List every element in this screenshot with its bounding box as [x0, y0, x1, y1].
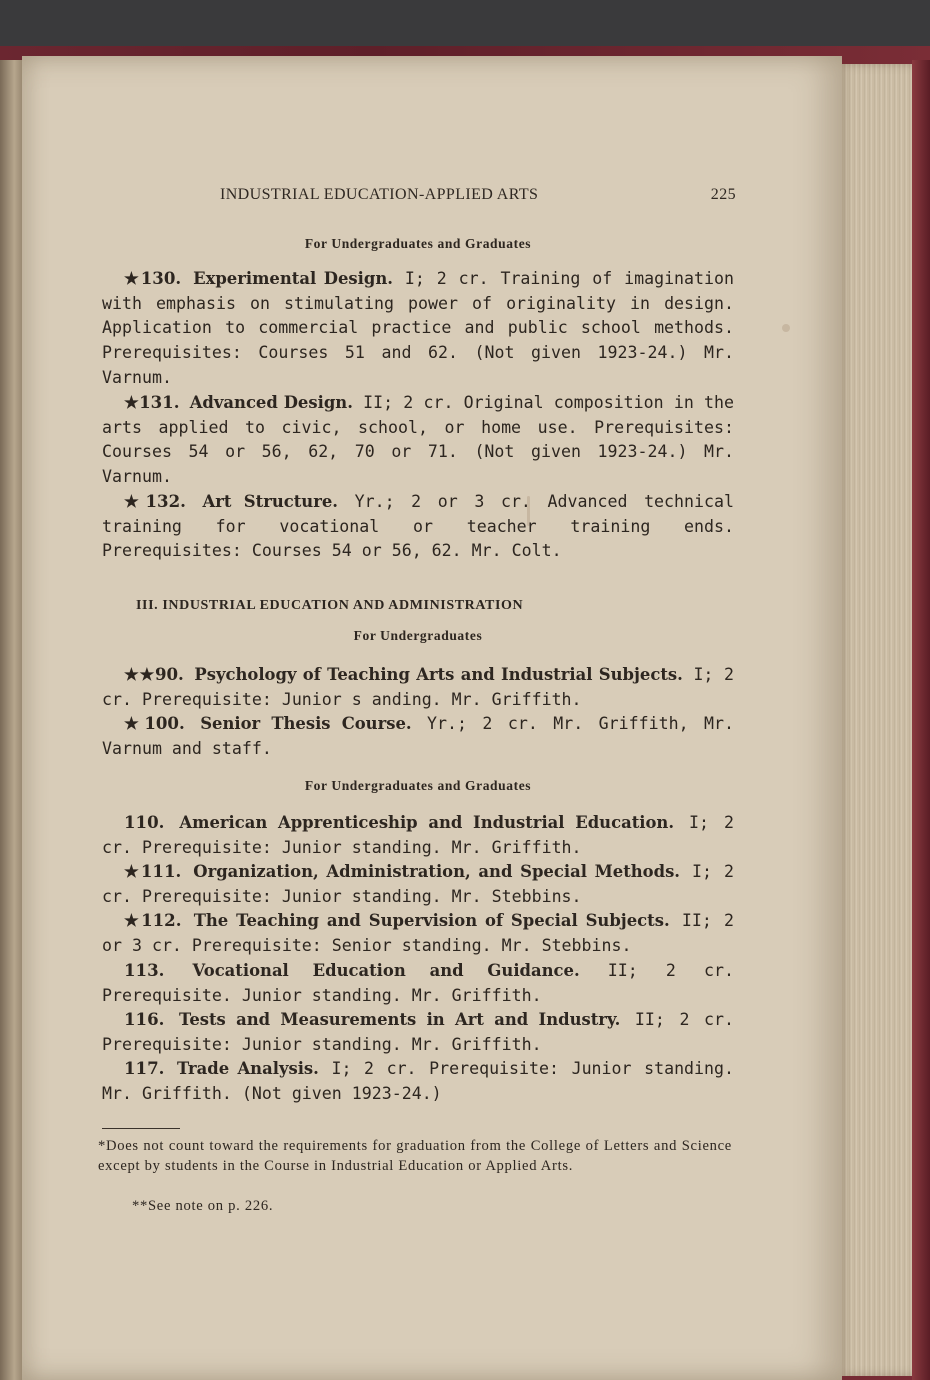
course-entry	[102, 266, 734, 391]
course-title: Experimental Design.	[193, 269, 393, 288]
course-entry	[102, 859, 734, 909]
division-heading: III. INDUSTRIAL EDUCATION AND ADMINISTRATION	[136, 598, 524, 613]
footnote-rule	[102, 1128, 180, 1129]
running-head-title: INDUSTRIAL EDUCATION-APPLIED ARTS	[220, 186, 539, 203]
course-description: II; 2 cr. Prerequisite: Junior standing. Mr. Griffith.	[102, 1010, 734, 1054]
running-head	[220, 186, 736, 210]
course-number: 110.	[124, 812, 165, 832]
page-number: 225	[710, 186, 736, 203]
course-entry	[102, 958, 734, 1008]
course-number: ★132.	[124, 491, 186, 511]
course-title: Organization, Administration, and Special Methods.	[193, 862, 681, 881]
course-number: 116.	[124, 1009, 165, 1029]
page-stack-edge	[838, 64, 914, 1376]
course-description: I; 2 cr. Training of imagination with emphasis on stimulating power of originality in design. Application to commercial practice and public school methods. Prerequisites: Courses 51 and 62. (Not given 1923-24.) Mr. Varnum.	[102, 269, 734, 387]
course-description: I; 2 cr. Prerequisite: Junior standing. Mr. Griffith. (Not given 1923-24.)	[102, 1059, 735, 1103]
course-description: Yr.; 2 cr. Mr. Griffith, Mr. Varnum and staff.	[102, 714, 734, 758]
course-number: ★131.	[124, 392, 180, 412]
course-description: I; 2 cr. Prerequisite: Junior standing. Mr. Griffith.	[102, 813, 735, 857]
course-number: ★111.	[124, 861, 182, 881]
course-title: The Teaching and Supervision of Special Subjects.	[193, 911, 670, 930]
course-title: Psychology of Teaching Arts and Industrial Subjects.	[194, 665, 683, 684]
subheading-undergrad-grad: For Undergraduates and Graduates	[304, 778, 532, 793]
course-entry	[102, 711, 734, 761]
course-entry	[102, 1056, 734, 1106]
course-entry	[102, 662, 734, 712]
course-entry	[102, 390, 734, 490]
footnote: **See note on p. 226.	[132, 1198, 274, 1214]
course-description: II; 2 cr. Prerequisite. Junior standing. Mr. Griffith.	[102, 961, 734, 1005]
course-title: American Apprenticeship and Industrial Education.	[179, 813, 675, 832]
course-description: I; 2 cr. Prerequisite: Junior s anding. Mr. Griffith.	[102, 665, 734, 709]
course-number: ★130.	[124, 268, 182, 288]
course-title: Advanced Design.	[189, 393, 353, 412]
course-number: ★★90.	[124, 664, 184, 684]
course-entry	[102, 489, 734, 564]
course-number: ★112.	[124, 910, 182, 930]
course-description: II; 2 or 3 cr. Prerequisite: Senior standing. Mr. Stebbins.	[102, 911, 734, 955]
course-title: Tests and Measurements in Art and Industry.	[179, 1010, 621, 1029]
course-description: I; 2 cr. Prerequisite: Junior standing. Mr. Stebbins.	[102, 862, 734, 906]
course-description: II; 2 cr. Original composition in the arts applied to civic, school, or home use. Prerequisites: Courses 54 or 56, 62, 70 or 71. (Not given 1923-24.) Mr. Varnum.	[102, 393, 734, 487]
course-description: Yr.; 2 or 3 cr. Advanced technical training for vocational or teacher training ends. Prerequisites: Courses 54 or 56, 62. Mr. Colt.	[102, 492, 734, 561]
cover-edge	[912, 60, 930, 1380]
course-title: Vocational Education and Guidance.	[192, 961, 580, 980]
course-number: ★100.	[124, 713, 185, 733]
course-title: Senior Thesis Course.	[200, 714, 412, 733]
course-title: Art Structure.	[202, 492, 338, 511]
subheading-undergrad: For Undergraduates	[353, 628, 483, 643]
course-entry	[102, 908, 734, 958]
course-number: 113.	[124, 960, 165, 980]
course-number: 117.	[124, 1058, 165, 1078]
footnote: *Does not count toward the requirements for graduation from the College of Letters and Science except by students in the Course in Industrial Education or Applied Arts.	[98, 1138, 732, 1174]
page-spot	[782, 324, 790, 332]
course-entry	[102, 1007, 734, 1057]
subheading-undergrad-grad: For Undergraduates and Graduates	[304, 236, 532, 251]
course-title: Trade Analysis.	[177, 1059, 319, 1078]
course-entry	[102, 810, 734, 860]
